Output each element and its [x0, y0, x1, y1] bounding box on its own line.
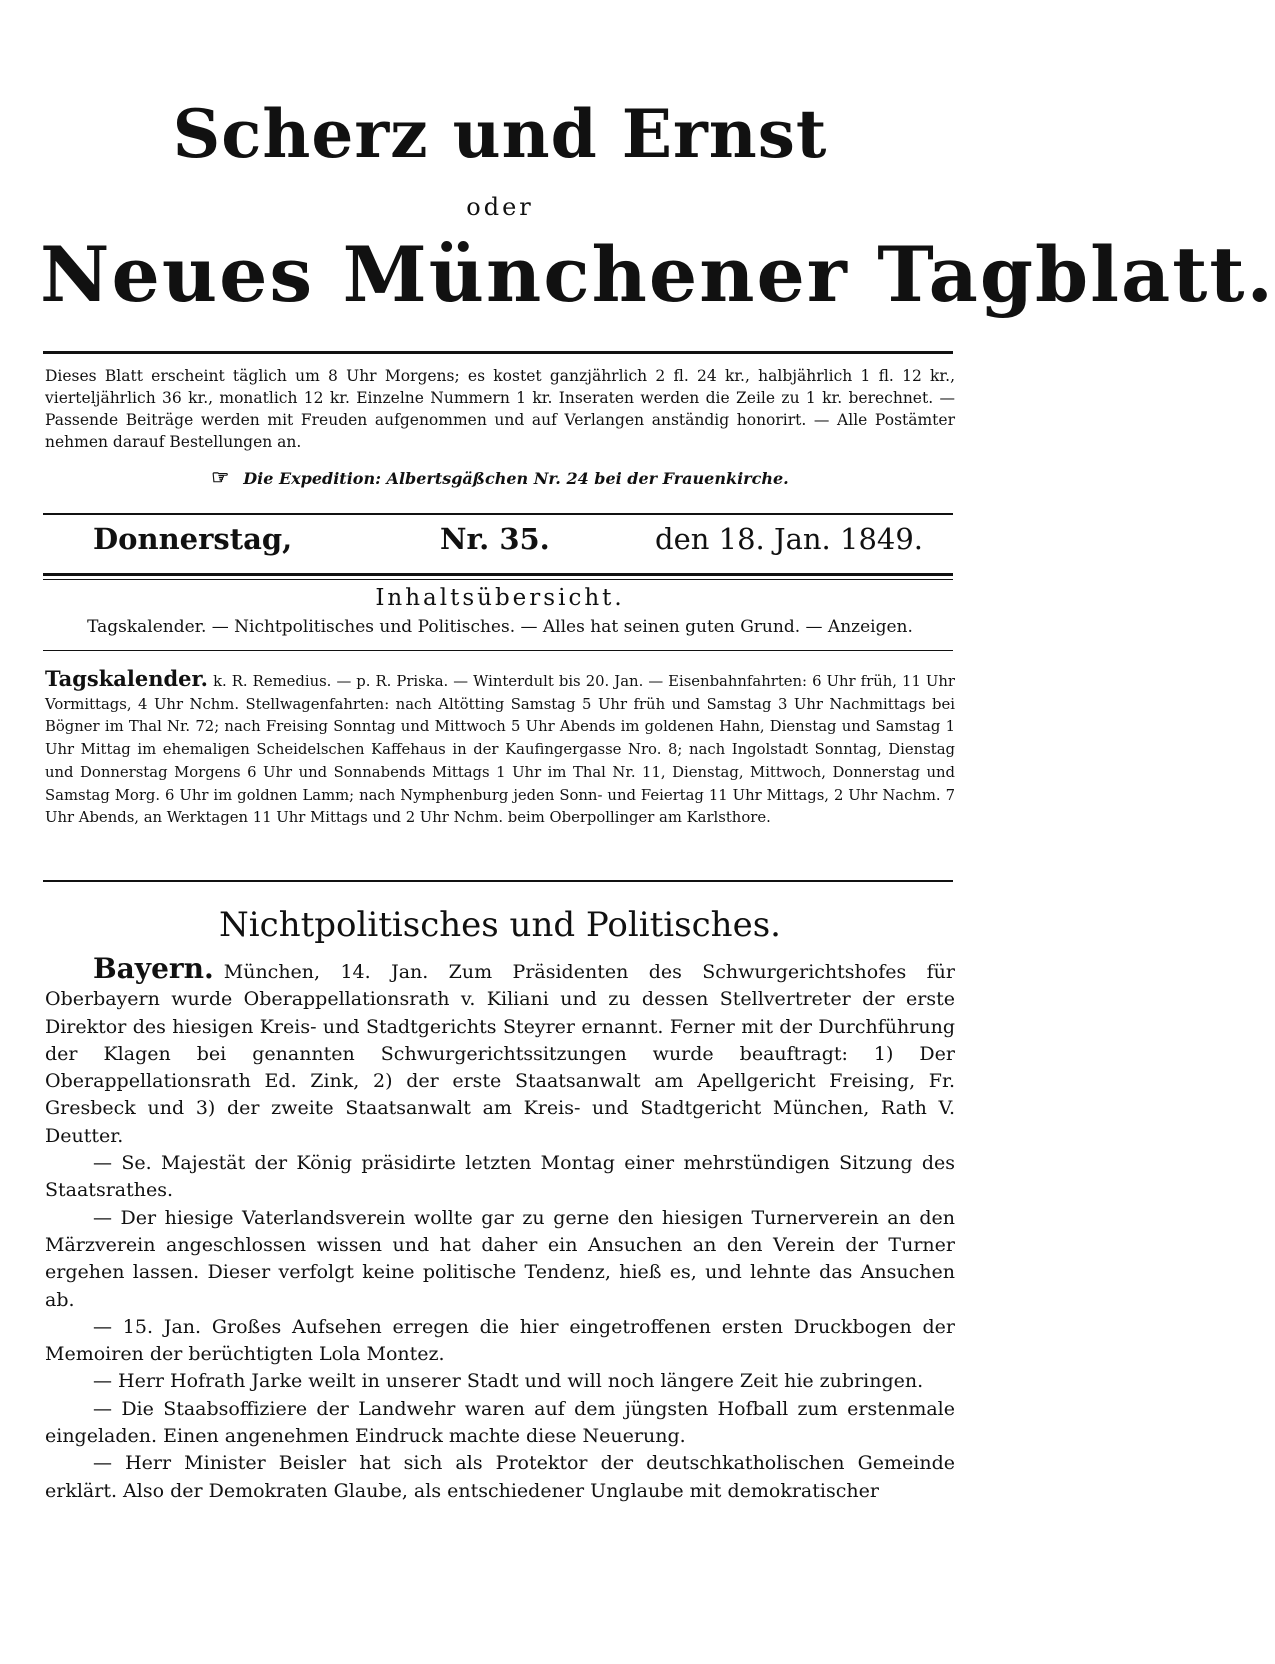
masthead-oder: oder — [466, 193, 534, 221]
dateline-bottom-thin-rule — [43, 579, 953, 580]
calendar-section — [45, 668, 955, 830]
dateline-bottom-rule — [43, 573, 953, 576]
article-paragraph — [45, 952, 955, 1150]
dateline-top-rule — [43, 513, 953, 515]
section-title: Nichtpolitisches und Politisches. — [219, 905, 781, 945]
toc-items: Tagskalender. — Nichtpolitisches und Politisches. — Alles hat seinen guten Grund. — Anzeigen. — [87, 617, 913, 637]
subscription-notice: Dieses Blatt erscheint täglich um 8 Uhr Morgens; es kostet ganzjährlich 2 fl. 24 kr., halbjährlich 1 fl. 12 kr., vierteljährlich 36 kr., monatlich 12 kr. Einzelne Nummern 1 kr. Inseraten werden die Zeile zu 1 kr. berechnet. — Passende Beiträge werden mit Freuden aufgenommen und auf Verlangen anständig honorirt. — Alle Postämter nehmen darauf Bestellungen an. — [45, 367, 955, 451]
pointing-hand-icon: ☞ — [211, 465, 230, 489]
masthead-subtitle: Neues Münchener Tagblatt. — [40, 230, 1275, 319]
article-paragraph: — Herr Hofrath Jarke weilt in unserer Stadt und will noch längere Zeit hie zubringen. — [93, 1370, 924, 1393]
issue-number: Nr. 35. — [440, 522, 550, 556]
article-paragraph: — Herr Minister Beisler hat sich als Protektor der deutschkatholischen Gemeinde erklärt. Also der Demokraten Glaube, als entschiedener Unglaube mit demokratischer — [45, 1452, 955, 1502]
masthead-title: Scherz und Ernst — [172, 95, 828, 173]
expedition-text: Die Expedition: Albertsgäßchen Nr. 24 bei der Frauenkirche. — [243, 469, 789, 488]
article-heading: Bayern. — [93, 952, 214, 985]
expedition-line — [45, 465, 955, 489]
toc-rule — [43, 650, 953, 651]
article-paragraph: — Der hiesige Vaterlandsverein wollte gar zu gerne den hiesigen Turnerverein an den Märzverein angeschlossen wissen und hat daher ein Ansuchen an den Verein der Turner ergehen lassen. Dieser verfolgt keine politische Tendenz, hieß es, und lehnte das Ansuchen ab. — [45, 1206, 955, 1311]
masthead-rule — [43, 351, 953, 354]
toc-title: Inhaltsübersicht. — [375, 585, 625, 611]
calendar-heading: Tagskalender. — [45, 666, 208, 691]
article-paragraph: — Die Staabsoffiziere der Landwehr waren auf dem jüngsten Hofball zum erstenmale eingeladen. Einen angenehmen Eindruck machte diese Neuerung. — [45, 1397, 955, 1448]
article-paragraph-text: München, 14. Jan. Zum Präsidenten des Schwurgerichtshofes für Oberbayern wurde Oberappellationsrath v. Kiliani und zu dessen Stellvertreter der erste Direktor des hiesigen Kreis- und Stadtgerichts Steyrer ernannt. Ferner mit der Durchführung der Klagen bei genannten Schwurgerichtssitzungen wurde beauftragt: 1) Der Oberappellationsrath Ed. Zink, 2) der erste Staatsanwalt am Apellgericht Freising, Fr. Gresbeck und 3) der zweite Staatsanwalt am Kreis- und Stadtgericht München, Rath V. Deutter. — [45, 961, 955, 1147]
article-paragraph: — 15. Jan. Großes Aufsehen erregen die hier eingetroffenen ersten Druckbogen der Memoiren der berüchtigten Lola Montez. — [45, 1315, 955, 1366]
article-paragraph: — Se. Majestät der König präsidirte letzten Montag einer mehrstündigen Sitzung des Staatsrathes. — [45, 1152, 955, 1202]
calendar-rule — [43, 880, 953, 882]
dateline-weekday: Donnerstag, — [93, 522, 293, 556]
calendar-text: k. R. Remedius. — p. R. Priska. — Winterdult bis 20. Jan. — Eisenbahnfahrten: 6 Uhr früh, 11 Uhr Vormittags, 4 Uhr Nchm. Stellwagenfahrten: nach Altötting Samstag 5 Uhr früh und Samstag 3 Uhr Nachmittags bei Bögner im Thal Nr. 72; nach Freising Sonntag und Mittwoch 5 Uhr Abends im goldenen Hahn, Dienstag und Samstag 1 Uhr Mittag im ehemaligen Scheidelschen Kaffehaus in der Kaufingergasse Nro. 8; nach Ingolstadt Sonntag, Dienstag und Donnerstag Morgens 6 Uhr und Sonnabends Mittags 1 Uhr im Thal Nr. 11, Dienstag, Mittwoch, Donnerstag und Samstag Morg. 6 Uhr im goldnen Lamm; nach Nymphenburg jeden Sonn- und Feiertag 11 Uhr Mittags, 2 Uhr Nachm. 7 Uhr Abends, an Werktagen 11 Uhr Mittags und 2 Uhr Nchm. beim Oberpollinger am Karlsthore. — [45, 673, 955, 827]
issue-date: den 18. Jan. 1849. — [655, 522, 924, 556]
article-body — [45, 952, 955, 1505]
